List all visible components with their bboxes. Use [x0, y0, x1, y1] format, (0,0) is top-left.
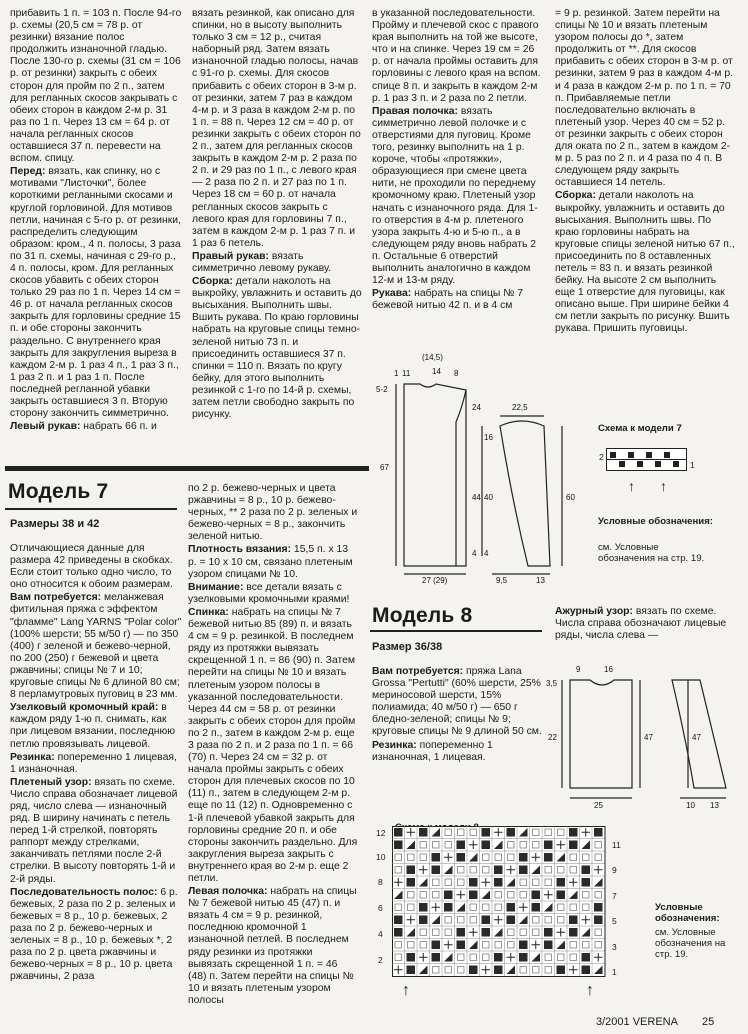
- model-7-title: Модель 7: [8, 480, 109, 503]
- dim-label: 27 (29): [422, 576, 448, 585]
- chart-cell: [519, 953, 528, 962]
- term: Рукава:: [372, 288, 412, 300]
- scheme-row-label: 1: [690, 460, 695, 470]
- arrow-up-icon: ↑: [628, 478, 635, 494]
- term: Резинка:: [10, 751, 55, 763]
- row-label-left: 10: [376, 852, 386, 862]
- top-column-2: [192, 8, 365, 422]
- dim-label: 47: [692, 733, 701, 742]
- chart-cell: [494, 953, 503, 962]
- model-7-sizes: Размеры 38 и 42: [10, 518, 100, 530]
- chart-cell: [444, 903, 453, 912]
- term: Сборка:: [192, 276, 233, 288]
- chart-cell: [457, 853, 466, 862]
- paragraph-text: попеременно 1 изнаночная, 1 лицевая.: [372, 739, 496, 763]
- paragraph-text: вязать, как спинку, но с мотивами "Листочки", более короткими регланными скосами и круглой горловиной. Для мотивов петли, начиная с 5-го р. от резинки, распределить следующим образом: кром., 4 п. полосы, 3 раза по 31 п. схемы, начиная с 29-го р., 4 п. полосы, кром. Для регланных скосов убавить с обеих сторон только 29 раз по 1 п. Через 14 см = 46 р. от начала регланных скосов закрыть для горловины средние 15 п. и обе стороны закончить раздельно. С внутреннего края закрыть для закругления выреза в каждом 2-м р. 1 раз 4 п., 1 раз 3 п., 1 раз 2 п. и 1 раз 1 п. После последней регланной убавки закрыть оставшиеся 3 п. Вторую сторону закончить симметрично.: [10, 166, 184, 420]
- chart-cell: [407, 878, 416, 887]
- chart-cell: [407, 953, 416, 962]
- row-label-left: 12: [376, 828, 386, 838]
- row-label-left: 8: [378, 877, 383, 887]
- top-column-4: [555, 8, 738, 337]
- chart-cell: [407, 866, 416, 875]
- chart-cell: [432, 941, 441, 950]
- dim-label: 11: [402, 369, 411, 378]
- chart-cell: [544, 841, 553, 850]
- paragraph: [10, 166, 182, 420]
- dim-label: 10: [686, 801, 695, 810]
- chart-cell: [594, 916, 603, 925]
- row-label-right: 5: [612, 916, 617, 926]
- chart-cell: [494, 866, 503, 875]
- paragraph: [10, 752, 182, 776]
- term: Внимание:: [188, 581, 244, 593]
- armhole-outline: [456, 390, 466, 566]
- chart-cell: [594, 903, 603, 912]
- term: Спинка:: [188, 606, 229, 618]
- model-7-knitting-chart: [606, 448, 690, 476]
- chart-cell: [432, 866, 441, 875]
- chart-cell: [544, 853, 553, 862]
- model-7-scheme-title: Схема к модели 7: [598, 423, 682, 434]
- paragraph: [10, 702, 182, 750]
- chart-cell: [544, 941, 553, 950]
- paragraph-text: набрать на спицы № 7 бежевой нитью 42 п. и в 4 см: [372, 288, 526, 312]
- term: Плетеный узор:: [10, 776, 92, 788]
- arrow-up-icon: ↑: [660, 478, 667, 494]
- chart-cell: [557, 966, 566, 975]
- row-label-left: 2: [378, 955, 383, 965]
- top-column-1: [10, 8, 185, 434]
- chart-cell: [469, 891, 478, 900]
- chart-cell: [444, 891, 453, 900]
- title-underline: [5, 508, 177, 510]
- paragraph: по 2 р. бежево-черных и цвета ржавчины = 8 р., 10 р. бежево-черных, ** 2 раза по 2 р. зеленых и бежево-черных = 8 р., закончить зеленой нитью.: [188, 483, 361, 543]
- dim-label: 8: [454, 369, 459, 378]
- chart-cell: [469, 878, 478, 887]
- paragraph: [188, 582, 358, 606]
- term: Вам потребуется:: [10, 592, 102, 604]
- chart-cell: [532, 891, 541, 900]
- dim-label: 25: [594, 801, 603, 810]
- paragraph: [555, 190, 738, 335]
- chart-cell: [419, 903, 428, 912]
- paragraph-text: набрать на спицы № 7 бежевой нитью 85 (89) п. и вязать 4 см = 9 р. резинкой. В последнем ряду из протяжки вывязать скрещенной 1 п. = 86 (90) п. Затем перейти на спицы № 10 и вязать плетеным узором полосы в указанной последовательности. Через 44 см = 58 р. от резинки закрыть с обеих сторон для пройм по 2 п., затем в каждом 2-м р. еще 3 раза по 2 п. и 2 раза по 1 п. = 66 (70) п. Через 24 см = 32 р. от начала проймы закрыть с обеих сторон для плечевых скосов по 10 (11) п., затем в следующем 2-м р. еще по 11 (12) п. Одновременно с 1-й плечевой убавкой закрыть для горловины средние 20 п. и обе стороны закончить раздельно. Для закругления выреза закрыть с внутреннего края во 2-м р. еще 2 петли.: [188, 606, 361, 884]
- paragraph: [372, 666, 542, 739]
- chart-cell: [432, 853, 441, 862]
- paragraph: [192, 251, 362, 275]
- model-8-pattern-diagram: [540, 660, 745, 815]
- term: Ажурный узор:: [555, 606, 633, 617]
- chart-cell: [482, 928, 491, 937]
- chart-cell: [457, 841, 466, 850]
- model-8-column-2: [555, 606, 737, 643]
- model-7-legend-title: Условные обозначения:: [598, 516, 713, 527]
- paragraph: [555, 606, 737, 642]
- term: Левый рукав:: [10, 421, 81, 433]
- paragraph-text: детали наколоть на выкройку, увлажнить и оставить до высыхания. Выполнить швы. Вшить рукава. По краю горловины набрать на круговые спицы темно-зеленой нитью 73 п. и присоединить оставшиеся 37 п. спинки = 110 п. Вязать по кругу бейку, для этого выполнить резинкой с 1-го по 14-й р. схемы, затем петли свободно закрыть по рисунку.: [192, 276, 365, 421]
- dim-label: 16: [604, 665, 613, 674]
- dim-label: 13: [536, 576, 545, 585]
- chart-cell: [569, 928, 578, 937]
- chart-cell: [394, 928, 403, 937]
- model-8-sizes: Размер 36/38: [372, 641, 443, 653]
- dim-label: 24: [472, 403, 481, 412]
- chart-cell: [432, 953, 441, 962]
- chart-cell: [557, 891, 566, 900]
- term: Вам потребуется:: [372, 666, 464, 677]
- chart-cell: [519, 866, 528, 875]
- chart-cell: [582, 866, 591, 875]
- chart-cell: [569, 828, 578, 837]
- paragraph-text: меланжевая фитильная пряжа с эффектом "фламме" Lang YARNS "Polar color" (100% шерсти; 55 м/50 г) — по 350 (400) г зеленой и бежево-черной, по 200 (250) г бежевой и цвета ржавчины; спицы № 7 и 10; круговые спицы № 6 длиной 80 см; 8 перламутровых пуговиц в 23 мм.: [10, 592, 185, 701]
- paragraph: в указанной последовательности. Пройму и плечевой скос с правого края выполнить на той же высоте, что и на спинке. Через 19 см = 26 р. от начала проймы оставить для горловины с левого края на вспом. спице 8 п. и закрыть в каждом 2-м р. 1 раз 3 п. и 2 раза по 2 петли.: [372, 8, 544, 104]
- paragraph: вязать резинкой, как описано для спинки, но в высоту выполнить только 3 см = 12 р., считая наборный ряд. Затем вязать изнаночной гладью полосы, начав с 91-го р. схемы. Для скосов прибавить с обеих сторон в 3-м р. от резинки, затем 7 раз в каждом 4-м р. и 3 раза в каждом 2-м р. по 1 п. = 88 п. Через 12 см = 40 р. от резинки закрыть с обеих сторон по 2 п., затем для регланных скосов закрыть в каждом 2-м р. 2 раза по 2 п. и 29 раз по 1 п., с левого края — 2 раза по 2 п. и 27 раз по 1 п. Через 18 см = 60 р. от начала регланных скосов закрыть с левого края для горловины 7 п., затем в каждом 2-м р. 1 раз 7 п. и 1 раз 6 петель.: [192, 8, 364, 249]
- chart-cell: [582, 878, 591, 887]
- paragraph-text: вязать симметрично левому рукаву.: [192, 250, 331, 274]
- dim-label: 67: [380, 463, 389, 472]
- chart-cell: [394, 828, 403, 837]
- chart-cell: [394, 916, 403, 925]
- chart-cell: [569, 916, 578, 925]
- chart-cell: [507, 828, 516, 837]
- row-label-right: 1: [612, 967, 617, 977]
- paragraph-text: вязать по схеме. Числа справа обозначают лицевые ряды, числа слева —: [555, 606, 730, 642]
- paragraph-text: набрать 66 п. и: [80, 421, 157, 433]
- chart-cell: [532, 903, 541, 912]
- dim-label: 60: [566, 493, 575, 502]
- chart-cell: [394, 841, 403, 850]
- arrow-up-icon: ↑: [402, 982, 410, 999]
- dim-label: 4: [472, 549, 477, 558]
- row-label-left: 6: [378, 903, 383, 913]
- paragraph-text: пряжа Lana Grossa "Pertutti" (60% шерсти, 25% мериносовой шерсти, 15% полиамида; 40 м/50 г) — 650 г бледно-зеленой; спицы № 9; круговые спицы № 9 длиной 50 см.: [372, 666, 544, 738]
- model-8-column-1: [372, 666, 542, 765]
- paragraph-text: детали наколоть на выкройку, увлажнить и оставить до высыхания. Выполнить швы. По краю горловины набрать на круговые спицы зеленой нитью 67 п., присоединить по 8 оставленных петель = 83 п. и вязать резинкой бейку. На высоте 2 см выполнить еще 1 отверстие для пуговицы, как описано выше. При ширине бейки 4 см петли закрыть по рисунку. Вшить рукава. Пришить пуговицы.: [555, 190, 738, 335]
- term: Узелковый кромочный край:: [10, 702, 159, 714]
- dim-label: 22: [548, 733, 557, 742]
- dim-label: 47: [644, 733, 653, 742]
- dim-label: 5-2: [376, 385, 388, 394]
- paragraph: прибавить 1 п. = 103 п. После 94-го р. схемы (20,5 см = 78 р. от резинки) вязание полос продолжить изнаночной гладью. После 130-го р. схемы (31 см = 106 р. от резинки) закрыть с обеих сторон для пройм по 2 п., затем для регланных скосов закрывать с обеих сторон в каждом 2-м р. 31 раз по 1 п. Через 13 см = 64 р. от начала регланных скосов оставшиеся 37 п. перевести на вспом. спицу.: [10, 8, 185, 165]
- model-7-pattern-diagram: [372, 350, 582, 590]
- paragraph: [10, 592, 185, 701]
- chart-cell: [582, 966, 591, 975]
- chart-cell: [594, 828, 603, 837]
- chart-cell: [507, 916, 516, 925]
- paragraph: Отличающиеся данные для размера 42 приведены в скобках. Если стоит только одно число, то оно относится к обоим размерам.: [10, 543, 176, 591]
- dim-label: 9,5: [496, 576, 508, 585]
- chart-cell: [457, 928, 466, 937]
- model-7-legend-text: см. Условные обозначения на стр. 19.: [598, 542, 705, 564]
- section-divider: [5, 466, 369, 471]
- sleeve-outline: [500, 421, 550, 566]
- dim-label: 13: [710, 801, 719, 810]
- title-underline: [370, 630, 542, 632]
- term: Последовательность полос:: [10, 886, 158, 898]
- chart-cell: [507, 903, 516, 912]
- page-number: 25: [702, 1016, 715, 1028]
- dim-label: 44: [472, 493, 481, 502]
- term: Правый рукав:: [192, 250, 269, 262]
- paragraph: [372, 288, 542, 312]
- paragraph-text: все детали вязать с узелковыми кромочными краями!: [188, 581, 350, 605]
- dim-label: 16: [484, 433, 493, 442]
- chart-cell: [482, 841, 491, 850]
- top-column-3: [372, 8, 542, 313]
- paragraph: [372, 106, 542, 287]
- paragraph: = 9 р. резинкой. Затем перейти на спицы № 10 и вязать плетеным узором полосы до *, затем продолжить от **. Для скосов прибавить с обеих сторон в 3-м р. от резинки, затем 9 раз в каждом 4-м р. и 4 раза в каждом 2-м р. по 1 п. = 70 п. Прибавляемые петли последовательно включать в плетеный узор. Через 40 см = 52 р. от резинки закрыть с обеих сторон для оката по 2 п., затем в каждом 2-м р. 5 раз по 2 п. и 4 раза по 4 п. В следующем ряду закрыть оставшиеся 14 петель.: [555, 8, 736, 189]
- chart-cell: [469, 966, 478, 975]
- paragraph: [10, 887, 182, 984]
- chart-cell: [482, 916, 491, 925]
- term: Сборка:: [555, 190, 596, 202]
- row-label-right: 9: [612, 865, 617, 875]
- dim-label: 4: [484, 549, 489, 558]
- paragraph-text: 15,5 п. х 13 р. = 10 х 10 см, связано плетеным узором спицами № 10.: [188, 544, 356, 580]
- scheme-row-label: 2: [599, 452, 604, 462]
- chart-cell: [544, 928, 553, 937]
- paragraph: [188, 886, 358, 1007]
- model-8-knitting-chart: [392, 826, 606, 978]
- row-label-left: 4: [378, 929, 383, 939]
- chart-cell: [419, 916, 428, 925]
- chart-cell: [557, 878, 566, 887]
- paragraph: [10, 421, 182, 433]
- paragraph: [188, 544, 358, 580]
- paragraph: [192, 276, 365, 421]
- chart-cell: [494, 878, 503, 887]
- dim-label: 40: [484, 493, 493, 502]
- chart-cell: [582, 953, 591, 962]
- chart-cell: [519, 941, 528, 950]
- term: Плотность вязания:: [188, 544, 292, 556]
- chart-cell: [569, 841, 578, 850]
- paragraph-text: вязать по схеме. Число справа обозначает лицевой ряд, число слева — изнаночный ряд. В ширину начинать с петель перед 1-й стрелкой, повторять раппорт между стрелками, заканчивать петлями после 2-й стрелки. В высоту повторять 1-й и 2-й ряды.: [10, 776, 181, 885]
- term: Левая полочка:: [188, 886, 268, 898]
- dim-label: 14: [432, 367, 441, 376]
- row-label-right: 11: [612, 840, 621, 850]
- model-7-column-2: [188, 483, 361, 1008]
- chart-cell: [419, 828, 428, 837]
- paragraph-text: попеременно 1 лицевая, 1 изнаночная.: [10, 751, 180, 775]
- paragraph-text: вязать симметрично левой полочке и с отверстиями для пуговиц. Кроме того, резинку выполнить на 1 р. короче, чтобы «протяжки», образующиеся при смене цвета нити, не проходили по переднему кромочному краю. Плетеный узор начать с изнаночного ряда. Для 1-го отверстия в 4-м р. плетеного узора закрыть 4-ю и 5-ю п., а в следующем ряду вновь набрать 2 п. Остальные 6 отверстий выполнить аналогично в каждом 12-м и 13-м ряду.: [372, 105, 539, 287]
- model-8-legend-text: см. Условные обозначения на стр. 19.: [655, 927, 726, 960]
- chart-cell: [494, 966, 503, 975]
- dim-label: (14,5): [422, 353, 443, 362]
- paragraph-text: в каждом ряду 1-ю п. снимать, как при лицевом вязании, последнюю петлю провязывать лицевой.: [10, 702, 178, 750]
- chart-cell: [482, 828, 491, 837]
- body-outline: [570, 680, 632, 788]
- dim-label: 9: [576, 665, 581, 674]
- dim-label: 22,5: [512, 403, 528, 412]
- model-8-legend-title: Условные обозначения:: [655, 902, 720, 924]
- chart-cell: [457, 941, 466, 950]
- issue-label: 3/2001 VERENA: [596, 1016, 678, 1028]
- chart-cell: [407, 966, 416, 975]
- back-outline: [404, 384, 466, 566]
- paragraph-text: 6 р. бежевых, 2 раза по 2 р. зеленых и бежевых = 8 р., 10 р. бежевых, 2 раза по 2 р. бежево-черных и зеленых = 8 р., 10 р. бежевых *, 2 раза по 2 р. цвета ржавчины и бежево-черных = 8 р., 10 р. цвета ржавчины, 2 раза: [10, 886, 181, 983]
- row-label-right: 3: [612, 942, 617, 952]
- term: Перед:: [10, 166, 46, 178]
- arrow-up-icon: ↑: [586, 982, 594, 999]
- row-label-right: 7: [612, 891, 617, 901]
- dim-label: 3,5: [546, 679, 558, 688]
- model-7-column-1: [10, 543, 185, 984]
- term: Резинка:: [372, 739, 417, 751]
- dim-label: 1: [394, 369, 399, 378]
- model-8-title: Модель 8: [372, 604, 473, 627]
- chart-cell: [519, 853, 528, 862]
- paragraph-text: набрать на спицы № 7 бежевой нитью 45 (47) п. и вязать 4 см = 9 р. резинкой, последнюю кромочной 1 изнаночной петлей. В последнем ряду резинки из протяжки вывязать скрещенной 1 п. = 46 (48) п. Затем перейти на спицы № 10 и вязать плетеным узором полосы: [188, 886, 360, 1006]
- paragraph: [188, 606, 361, 885]
- paragraph: [10, 777, 182, 886]
- term: Правая полочка:: [372, 105, 458, 117]
- paragraph: [372, 740, 542, 764]
